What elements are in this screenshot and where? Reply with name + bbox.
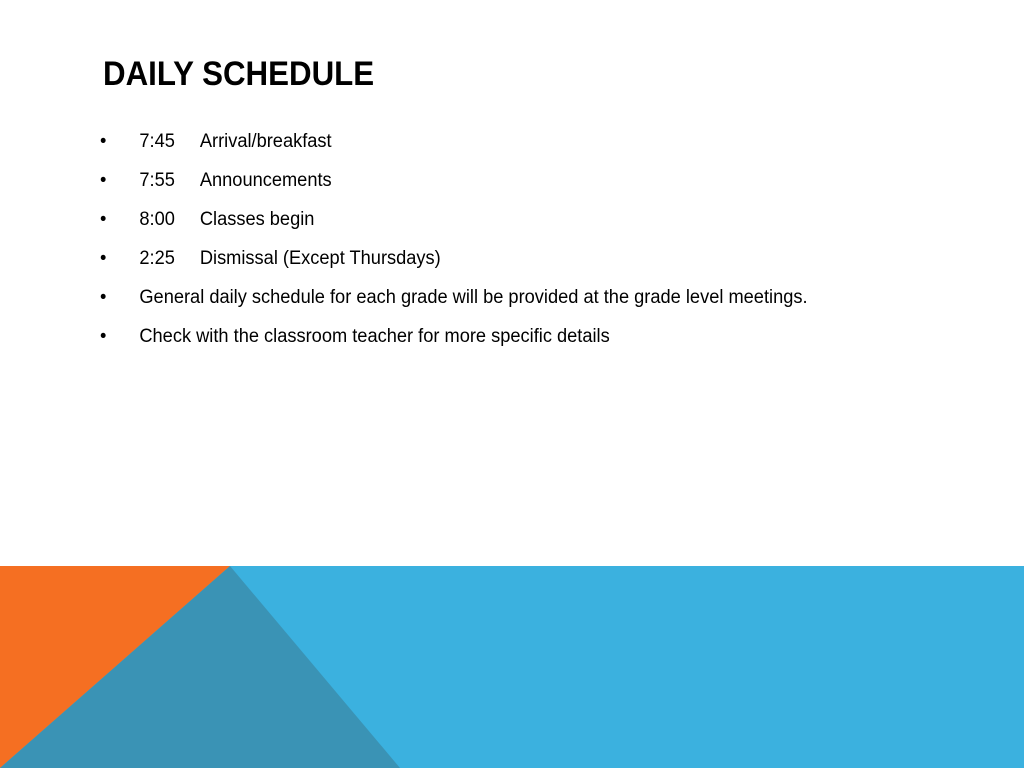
schedule-text: Announcements <box>199 170 332 191</box>
bullet-list <box>100 128 860 362</box>
schedule-note: Check with the classroom teacher for more specific details <box>139 326 610 347</box>
list-item <box>100 128 830 155</box>
schedule-time: 7:55 <box>139 170 175 191</box>
list-item <box>100 245 830 272</box>
schedule-time: 7:45 <box>139 131 175 152</box>
schedule-text: Classes begin <box>199 209 315 230</box>
slide-title: DAILY SCHEDULE <box>103 55 375 93</box>
schedule-time: 8:00 <box>139 209 175 230</box>
bullet-dot: • <box>100 131 107 152</box>
schedule-text: Dismissal (Except Thursdays) <box>199 248 441 269</box>
schedule-text: Arrival/breakfast <box>199 131 332 152</box>
list-item <box>100 206 830 233</box>
bullet-dot: • <box>100 326 107 347</box>
bullet-dot: • <box>100 209 107 230</box>
schedule-note: General daily schedule for each grade will be provided at the grade level meetings. <box>139 287 808 308</box>
bullet-dot: • <box>100 170 107 191</box>
list-item <box>100 284 830 311</box>
schedule-time: 2:25 <box>139 248 175 269</box>
list-item <box>100 323 830 350</box>
bullet-dot: • <box>100 287 107 308</box>
list-item <box>100 167 830 194</box>
footer-decoration <box>0 566 1024 768</box>
bullet-dot: • <box>100 248 107 269</box>
